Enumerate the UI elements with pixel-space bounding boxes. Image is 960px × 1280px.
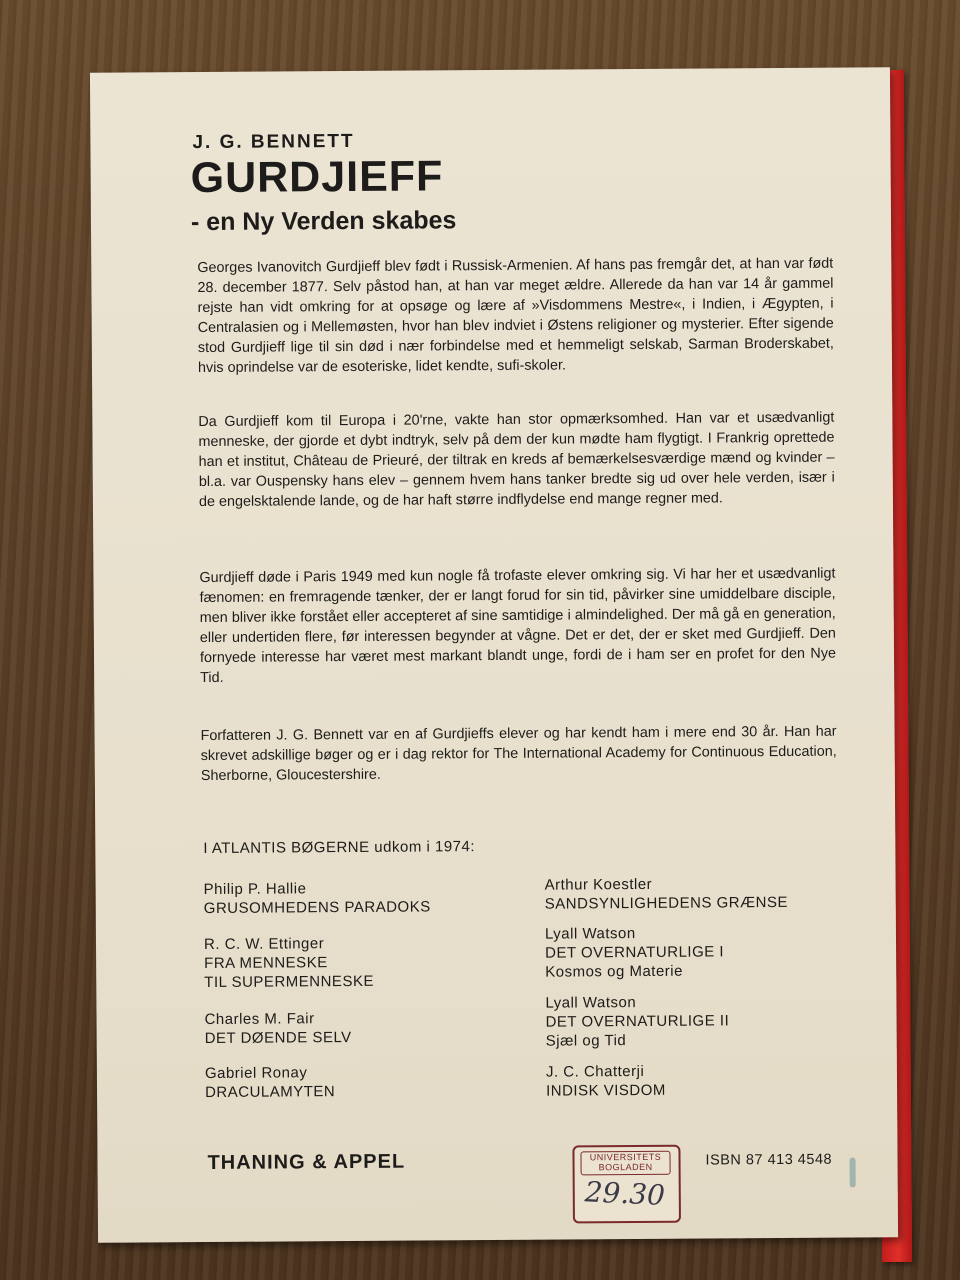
book-subtitle-line: Sjæl og Tid [545,1032,627,1050]
book-title: GURDJIEFF [190,152,444,203]
book-author: Lyall Watson [544,925,636,943]
book-author: Lyall Watson [545,994,637,1012]
book-back-cover [90,67,898,1243]
book-subtitle-line: Kosmos og Materie [545,962,684,981]
book-title: SANDSYNLIGHEDENS GRÆNSE [544,893,789,913]
publisher-name: THANING & APPEL [207,1150,406,1175]
list-item [204,1009,352,1048]
book-author: R. C. W. Ettinger [203,935,325,954]
list-item [204,1063,336,1102]
book-title: DRACULAMYTEN [204,1083,336,1102]
book-title: DET OVERNATURLIGE I [545,943,725,962]
book-author: Gabriel Ronay [204,1064,308,1083]
ink-stain [850,1157,856,1187]
list-item [544,923,725,981]
blurb-paragraph-3: Gurdjieff døde i Paris 1949 med kun nogle få trofaste elever omkring sig. Vi har her et usædvanligt fænomen: en fremragende tænker, der er langt forud for sin tid, påvirker sine umiddelbare disciple, men bliver ikke forstået eller accepteret af sine samtidige i almindelighed. Der må gå en generation, eller undertiden flere, før interessen begynder at vågne. Det er det, der er sket med Gurdjieff. Den fornyede interesse har været mest markant blandt unge, fordi de i ham ser en profet for den Nye Tid. [199,565,837,687]
stamp-line-2: BOGLADEN [598,1161,653,1173]
blurb-paragraph-1: Georges Ivanovitch Gurdjieff blev født i Russisk-Armenien. Af hans pas fremgår det, at han var født 28. december 1877. Selv påstod han, at han var meget ældre. Allerede da han var 14 år gammel rejste han vidt omkring for at opsøge og lære af »Visdommens Mestre«, i Indien, i Ægypten, i Centralasien og i Mellemøsten, hvor han blev indviet i Østens religioner og mysterier. Efter sigende stod Gurdjieff lige til sin død i nær forbindelse med et hemmeligt selskab, Sarman Broderskabet, hvis oprindelse var de esoteriske, lidet kendte, sufi-skoler. [197,255,834,377]
series-list-heading: I ATLANTIS BØGERNE udkom i 1974: [203,838,476,858]
book-title: INDISK VISDOM [545,1081,666,1100]
book-title-line-2: TIL SUPERMENNESKE [204,972,374,992]
book-title: GRUSOMHEDENS PARADOKS [203,898,431,918]
stamp-line-1: UNIVERSITETS [589,1151,662,1163]
stamp-store-name [580,1151,670,1176]
list-item [203,878,431,918]
series-list-right [544,875,865,1100]
bookstore-price-stamp [572,1145,681,1224]
author-name: J. G. BENNETT [192,130,355,154]
list-item [203,934,374,992]
handwritten-price: 29.30 [584,1175,666,1212]
book-author: Arthur Koestler [544,875,653,894]
blurb-paragraph-2: Da Gurdjieff kom til Europa i 20'rne, vakte han stor opmærksomhed. Han var et usædvanligt menneske, der gjorde et dybt indtryk, selv på dem der kun mødte ham flygtigt. I Frankrig oprettede han et institut, Château de Prieuré, der tiltrak en kreds af bemærkelsesværdige mænd og kvinder – bl.a. var Ouspensky hans elev – gennem hvem hans tanker bredte sig ud over hele verden, især i de engelsktalende lande, og de har haft større indflydelse end mange regner med. [198,409,835,511]
book-subtitle: - en Ny Verden skabes [190,206,457,237]
book-author: Charles M. Fair [204,1010,315,1029]
list-item [544,874,789,913]
list-item [545,992,730,1050]
book-author: J. C. Chatterji [545,1062,645,1081]
list-item [545,1062,666,1100]
series-list-left [203,878,524,1102]
book-title: DET OVERNATURLIGE II [545,1012,730,1031]
book-title: DET DØENDE SELV [204,1029,352,1048]
isbn-number: ISBN 87 413 4548 [705,1151,833,1169]
book-author: Philip P. Hallie [203,880,307,899]
blurb-paragraph-4: Forfatteren J. G. Bennett var en af Gurdjieffs elever og har kendt ham i mere end 30 år. Han har skrevet adskillige bøger og er i dag rektor for The International Academy for Continuous Education, Sherborne, Gloucestershire. [200,723,837,785]
book-title: FRA MENNESKE [204,954,328,973]
